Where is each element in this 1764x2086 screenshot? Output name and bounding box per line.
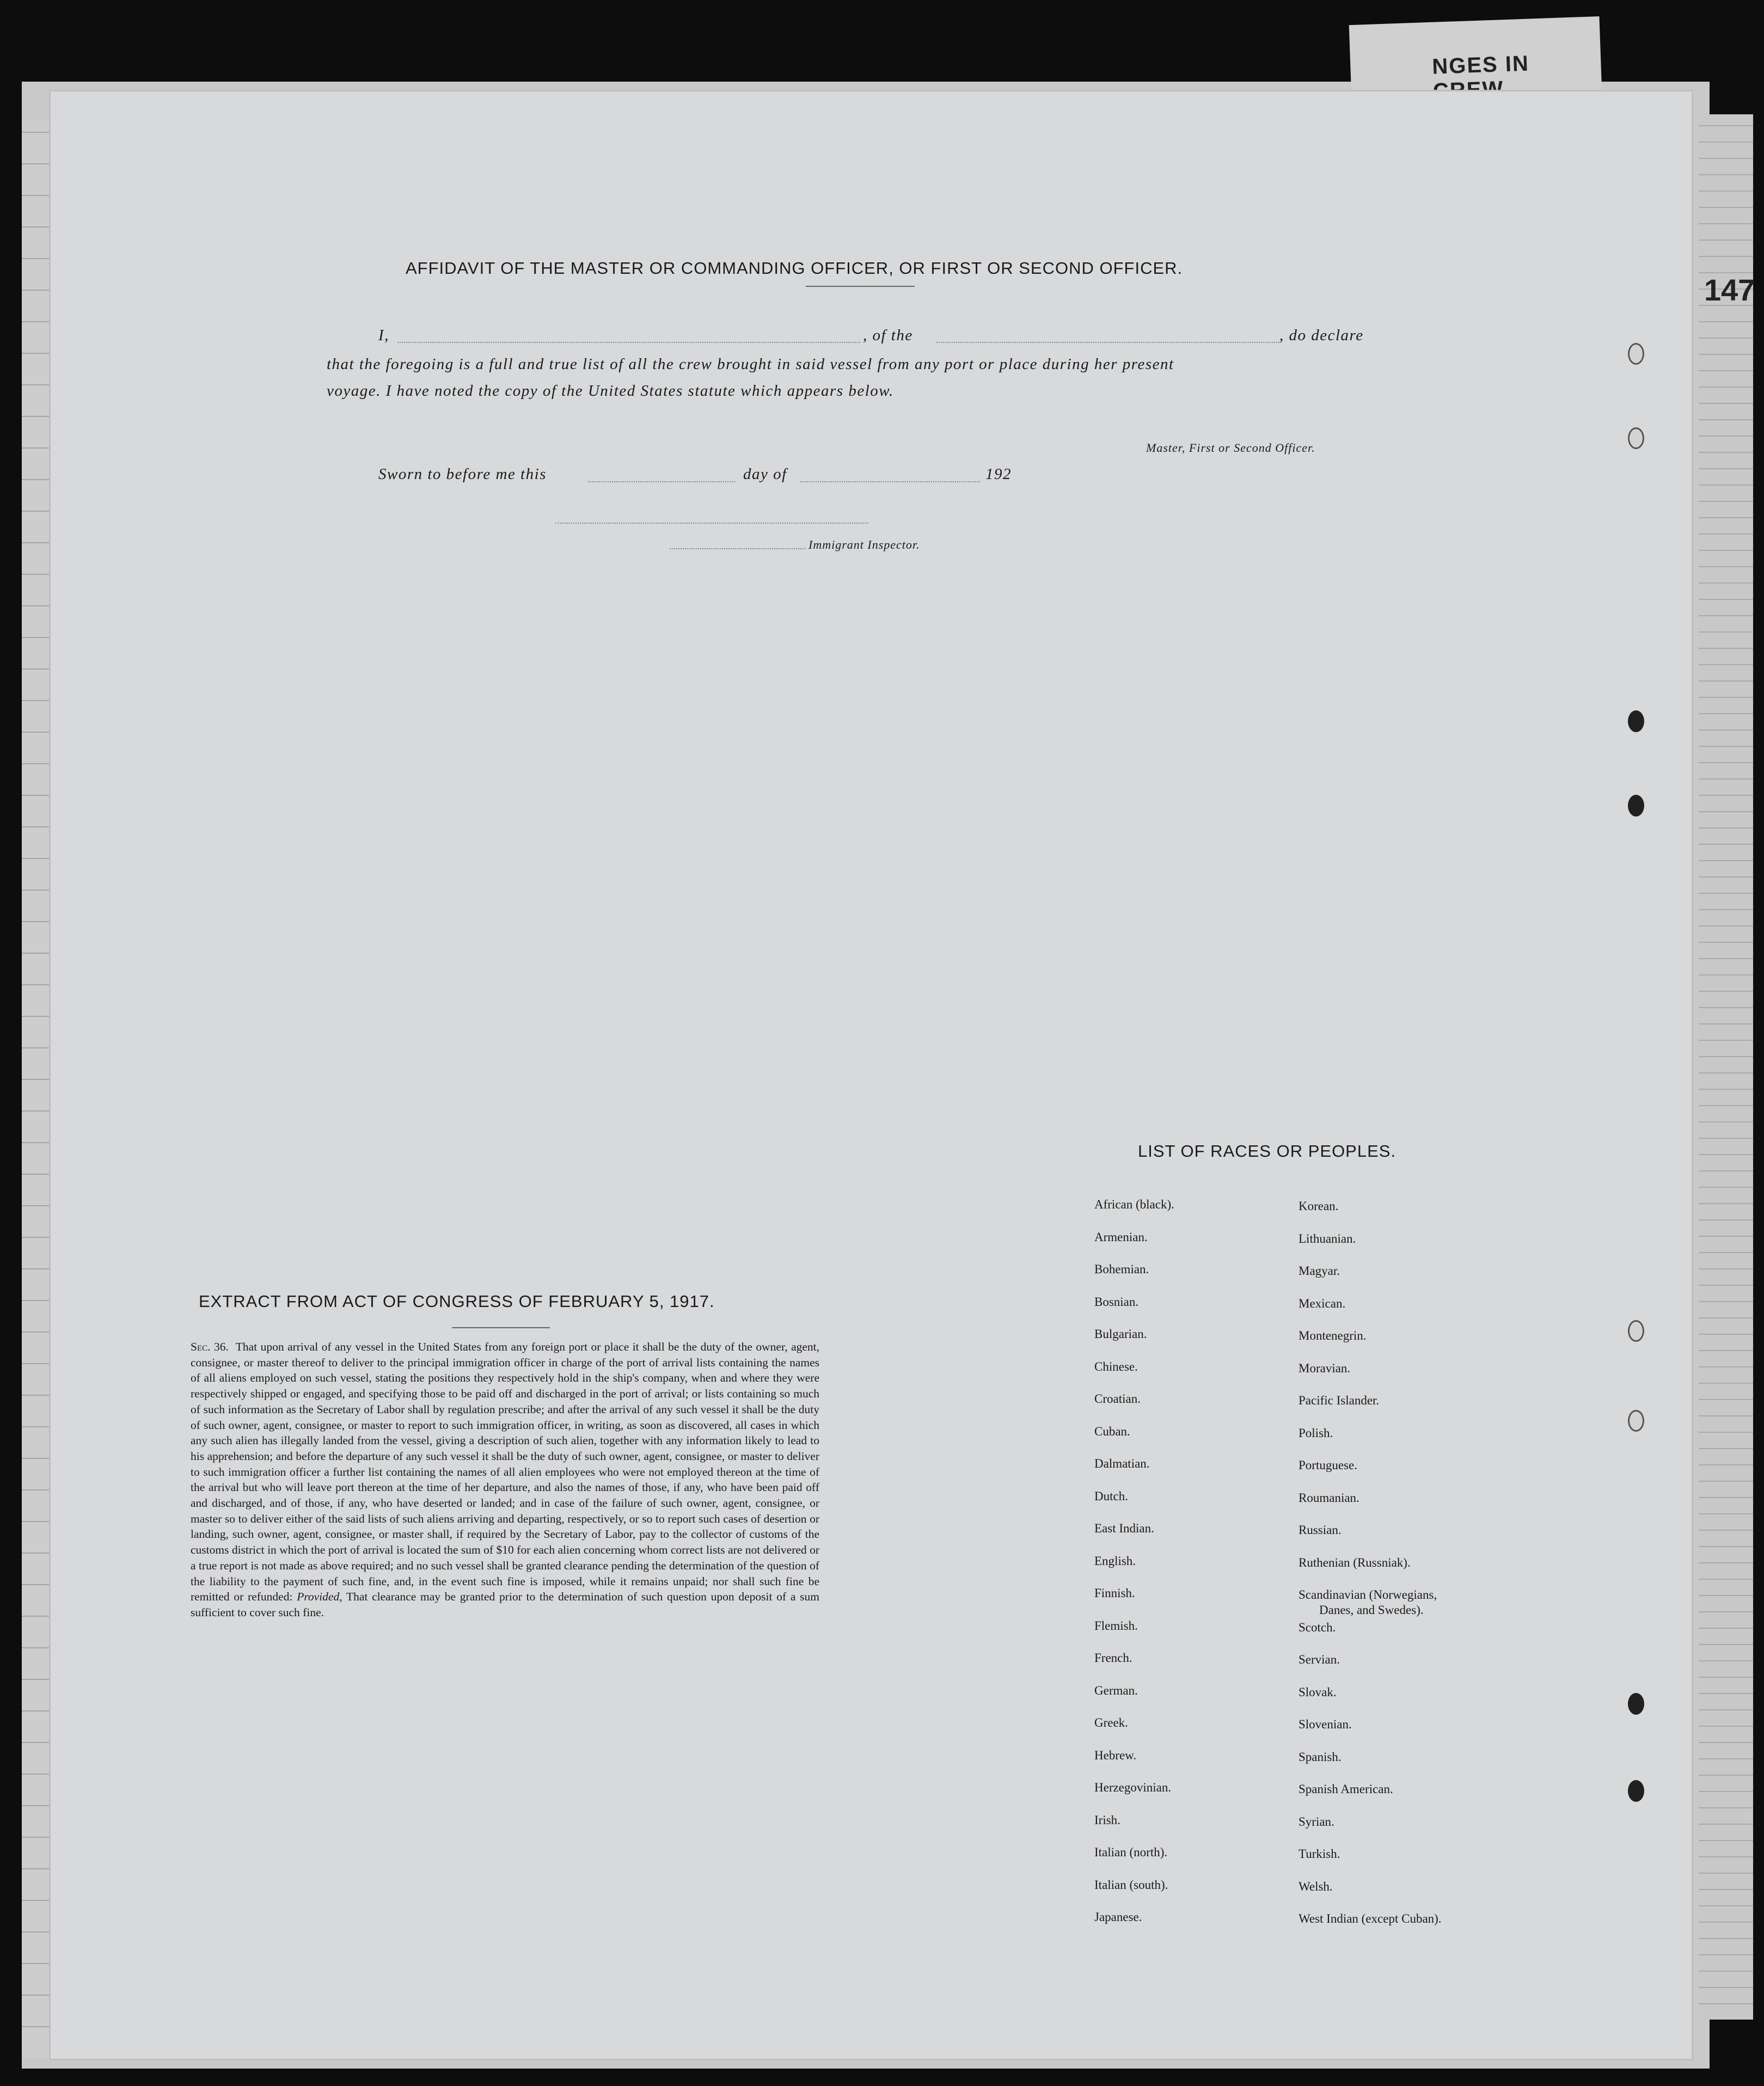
race-item: Welsh. xyxy=(1298,1879,1333,1893)
binder-hole-icon xyxy=(1628,710,1644,732)
race-item: Bohemian. xyxy=(1094,1262,1149,1276)
race-item: Spanish American. xyxy=(1298,1782,1393,1796)
race-item: Chinese. xyxy=(1094,1359,1138,1373)
day-of-text: day of xyxy=(743,465,787,483)
extract-text-1: That upon arrival of any vessel in the United States from any foreign port or place it shall be the duty of the owner, agent, consignee, or master thereof to deliver to the principal immigration officer in charge of the port of arrival lists containing the names of all aliens employed on such vessel, stating the positions they respectively hold in the ship's company, when and where they were respectively shipped or engaged, and specifying those to be paid off and discharged in the port of arrival; or lists containing so much of such information as the Secretary of Labor shall by regulation prescribe; and after the arrival of any such vessel it shall be the duty of such owner, agent, consignee, or master to report to such immigration officer, in writing, as soon as discovered, all cases in which any such alien has illegally landed from the vessel, giving a description of such alien, together with any information likely to lead to his apprehension; and before the departure of any such vessel it shall be the duty of such owner, agent, consignee, or master to deliver to such immigration officer a further list containing the names of all alien employees who were not employed thereon at the time of the arrival but who will leave port thereon at the time of her departure, and also the names of those, if any, who have been paid off and discharged, and of those, if any, who have deserted or landed; and in case of the failure of such owner, agent, consignee, or master so to deliver either of the said lists of such aliens arriving and departing, respectively, or so to report such cases of desertion or landing, such owner, agent, consignee, or master shall, if required by the Secretary of Labor, pay to the collector of customs of the customs district in which the port of arrival is located the sum of $10 for each alien concerning whom correct lists are not delivered or a true report is not made as above required; and no such vessel shall be granted clearance pending the determination of the question of the liability to the payment of such fine, and, in the event such fine is imposed, while it remains unpaid; nor shall such fine be remitted or refunded: xyxy=(191,1340,820,1604)
race-item: Ruthenian (Russniak). xyxy=(1298,1555,1411,1569)
race-item: Russian. xyxy=(1298,1523,1342,1537)
signature-caption: Master, First or Second Officer. xyxy=(1146,441,1315,455)
race-item: German. xyxy=(1094,1683,1138,1697)
inspector-signature-line[interactable] xyxy=(555,523,868,524)
race-item: French. xyxy=(1094,1651,1132,1665)
sworn-month-blank[interactable] xyxy=(800,481,980,482)
side-page-number: 147 xyxy=(1704,273,1755,307)
race-item: Hebrew. xyxy=(1094,1748,1137,1762)
race-item: West Indian (except Cuban). xyxy=(1298,1912,1442,1925)
name-blank-line[interactable] xyxy=(397,342,860,343)
race-item: Bulgarian. xyxy=(1094,1327,1147,1341)
race-item: Syrian. xyxy=(1298,1814,1334,1829)
race-item: Cuban. xyxy=(1094,1424,1130,1438)
race-item: Italian (south). xyxy=(1094,1878,1168,1892)
affidavit-declare: , do declare xyxy=(1279,327,1364,344)
affidavit-title-rule xyxy=(806,286,915,287)
race-item: Dalmatian. xyxy=(1094,1457,1150,1470)
affidavit-of-the: , of the xyxy=(863,327,913,344)
race-item: Korean. xyxy=(1298,1199,1339,1213)
race-item: Polish. xyxy=(1298,1426,1333,1440)
race-item: Slovenian. xyxy=(1298,1717,1352,1731)
race-item: Scotch. xyxy=(1298,1620,1336,1634)
affidavit-title: AFFIDAVIT OF THE MASTER OR COMMANDING OFFICER, OR FIRST OR SECOND OFFICER. xyxy=(406,259,1183,278)
race-item: Moravian. xyxy=(1298,1361,1351,1375)
race-item: English. xyxy=(1094,1554,1136,1568)
year-text: 192 xyxy=(985,465,1012,483)
binder-hole-icon xyxy=(1628,427,1644,449)
sworn-day-blank[interactable] xyxy=(588,481,735,482)
race-item: Italian (north). xyxy=(1094,1845,1168,1859)
binder-hole-icon xyxy=(1628,795,1644,817)
right-ledger-strip xyxy=(1699,114,1753,2020)
race-item: Spanish. xyxy=(1298,1750,1342,1764)
race-item: Finnish. xyxy=(1094,1586,1135,1600)
left-ledger-strip xyxy=(22,120,52,2058)
binder-hole-icon xyxy=(1628,1780,1644,1802)
race-item: Servian. xyxy=(1298,1653,1340,1666)
race-item: Croatian. xyxy=(1094,1392,1141,1406)
race-item: Slovak. xyxy=(1298,1685,1337,1699)
inspector-caption: Immigrant Inspector. xyxy=(808,538,920,551)
race-item: East Indian. xyxy=(1094,1521,1154,1535)
extract-text-2: That clearance may be granted prior to the determination of such question upon deposit of a sum sufficient to cover such fine. xyxy=(191,1590,820,1619)
extract-title-rule xyxy=(452,1327,550,1328)
race-item: Magyar. xyxy=(1298,1264,1340,1278)
race-item: Herzegovinian. xyxy=(1094,1781,1172,1794)
race-item: Lithuanian. xyxy=(1298,1231,1356,1246)
race-item: African (black). xyxy=(1094,1198,1174,1211)
race-item: Portuguese. xyxy=(1298,1458,1357,1472)
race-item: Dutch. xyxy=(1094,1489,1128,1503)
race-item: Mexican. xyxy=(1298,1296,1346,1310)
race-item: Montenegrin. xyxy=(1298,1329,1367,1342)
extract-title: EXTRACT FROM ACT OF CONGRESS OF FEBRUARY 5, 1917. xyxy=(199,1292,715,1311)
race-item: Pacific Islander. xyxy=(1298,1394,1380,1407)
vessel-blank-line[interactable] xyxy=(936,342,1279,343)
inspector-short-line[interactable] xyxy=(670,548,806,549)
races-title: LIST OF RACES OR PEOPLES. xyxy=(1138,1142,1396,1161)
binder-hole-icon xyxy=(1628,1320,1644,1342)
race-item: Scandinavian (Norwegians, xyxy=(1298,1588,1437,1602)
race-item: Roumanian. xyxy=(1298,1490,1359,1505)
affidavit-line2: that the foregoing is a full and true list of all the crew brought in said vessel from any port or place during her present xyxy=(327,355,1174,373)
provided-word: Provided, xyxy=(297,1590,342,1604)
extract-body xyxy=(191,1339,819,1621)
race-item: Bosnian. xyxy=(1094,1294,1139,1309)
race-item: Greek. xyxy=(1094,1716,1128,1729)
header-tab xyxy=(1349,16,1602,101)
race-item: Armenian. xyxy=(1094,1230,1148,1244)
race-item: Irish. xyxy=(1094,1813,1120,1827)
affidavit-i: I, xyxy=(378,327,389,344)
binder-hole-icon xyxy=(1628,1410,1644,1432)
header-tab-text: NGES IN xyxy=(1431,51,1530,79)
affidavit-line3: voyage. I have noted the copy of the United States statute which appears below. xyxy=(327,382,894,400)
binder-hole-icon xyxy=(1628,343,1644,365)
sworn-text: Sworn to before me this xyxy=(378,465,547,483)
race-item: Danes, and Swedes). xyxy=(1319,1603,1424,1617)
race-item: Turkish. xyxy=(1298,1847,1340,1861)
section-label: Sec. 36. xyxy=(191,1340,229,1353)
race-item: Flemish. xyxy=(1094,1618,1138,1633)
race-item: Japanese. xyxy=(1094,1910,1142,1924)
binder-hole-icon xyxy=(1628,1693,1644,1715)
